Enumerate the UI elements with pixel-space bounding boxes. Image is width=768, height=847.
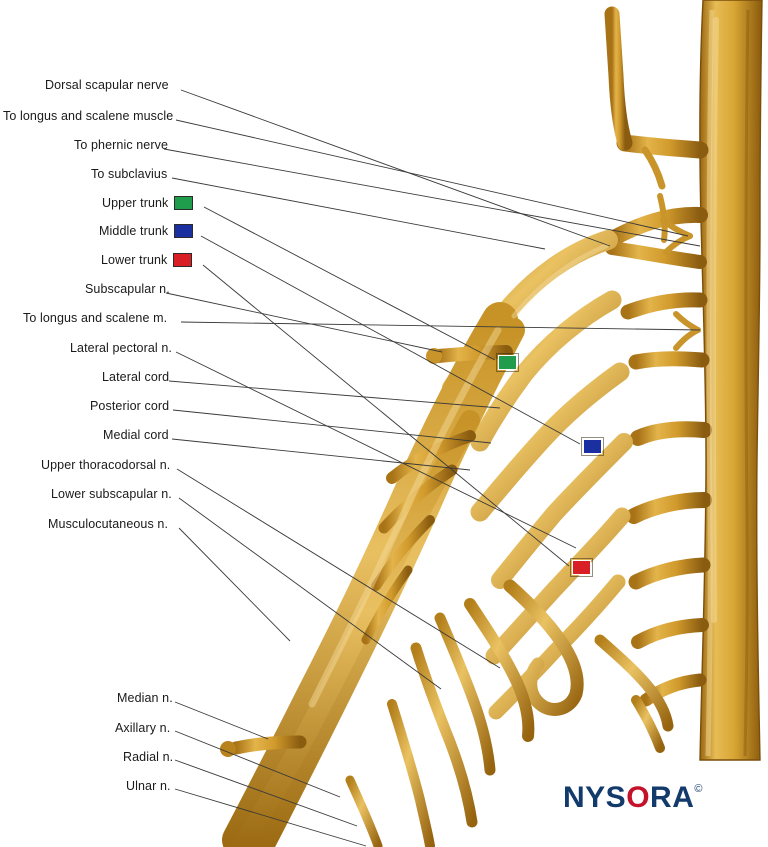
middle-trunk-marker [583,439,602,454]
label-subscapular-n [85,282,170,296]
label-text: Ulnar n. [126,779,171,793]
leader-posterior-cord [173,410,491,443]
label-ulnar-n [126,779,171,793]
label-text: Upper trunk [102,196,169,210]
label-text: Dorsal scapular nerve [45,78,169,92]
nysora-logo [563,781,703,815]
logo-text-before: NYS [563,781,627,814]
leader-upper-trunk [204,207,495,360]
leader-lower-subscapular-n [179,498,441,689]
label-posterior-cord [90,399,169,413]
leader-to-longus-and-scalene-m [181,322,700,330]
label-text: Middle trunk [99,224,169,238]
label-upper-trunk [102,196,193,210]
legend-swatch-upper-trunk [174,196,193,210]
logo-text-accent: O [626,781,651,814]
leader-middle-trunk [201,236,580,444]
label-text: Upper thoracodorsal n. [41,458,171,472]
label-radial-n [123,750,173,764]
label-text: Lateral cord [102,370,170,384]
label-lower-subscapular-n [51,487,172,501]
label-text: Lower trunk [101,253,168,267]
legend-swatch-middle-trunk [174,224,193,238]
label-text: To phernic nerve [74,138,169,152]
leader-musculocutaneous-n [179,528,290,641]
label-to-longus-and-scalene-muscle [3,109,173,123]
label-text: Lower subscapular n. [51,487,172,501]
leader-dorsal-scapular-nerve [181,90,610,246]
label-dorsal-scapular-nerve [45,78,169,92]
label-text: Lateral pectoral n. [70,341,172,355]
label-medial-cord [103,428,169,442]
label-to-subclavius [91,167,167,181]
label-to-longus-and-scalene-m [23,311,167,325]
leader-ulnar-n [175,789,366,846]
label-text: Medial cord [103,428,169,442]
label-musculocutaneous-n [48,517,168,531]
leader-to-longus-and-scalene-muscle [176,120,688,236]
label-text: To longus and scalene muscle [3,109,174,123]
label-lateral-cord [102,370,169,384]
legend-swatch-lower-trunk [173,253,192,267]
label-median-n [117,691,173,705]
lower-trunk-marker [572,560,591,575]
label-text: To longus and scalene m. [23,311,168,325]
label-to-phernic-nerve [74,138,168,152]
leader-medial-cord [172,439,470,470]
label-text: Median n. [117,691,173,705]
leader-to-phernic-nerve [164,149,700,246]
leader-median-n [175,702,268,739]
leader-lateral-pectoral-n [176,352,576,548]
leader-to-subclavius [172,178,545,249]
label-middle-trunk [99,224,193,238]
logo-copyright: © [694,783,703,795]
label-text: Axillary n. [115,721,171,735]
label-lateral-pectoral-n [70,341,172,355]
leader-lower-trunk [203,265,569,566]
label-lower-trunk [101,253,192,267]
label-upper-thoracodorsal-n [41,458,170,472]
leader-upper-thoracodorsal-n [177,469,500,668]
label-text: Subscapular n. [85,282,170,296]
label-text: Musculocutaneous n. [48,517,169,531]
label-axillary-n [115,721,170,735]
logo-text-middle: R [650,781,673,814]
leader-axillary-n [175,731,340,797]
upper-trunk-marker [498,355,517,370]
label-text: Radial n. [123,750,174,764]
logo-text-after: A [672,781,695,814]
label-text: Posterior cord [90,399,170,413]
leader-lateral-cord [169,381,500,408]
label-text: To subclavius [91,167,168,181]
